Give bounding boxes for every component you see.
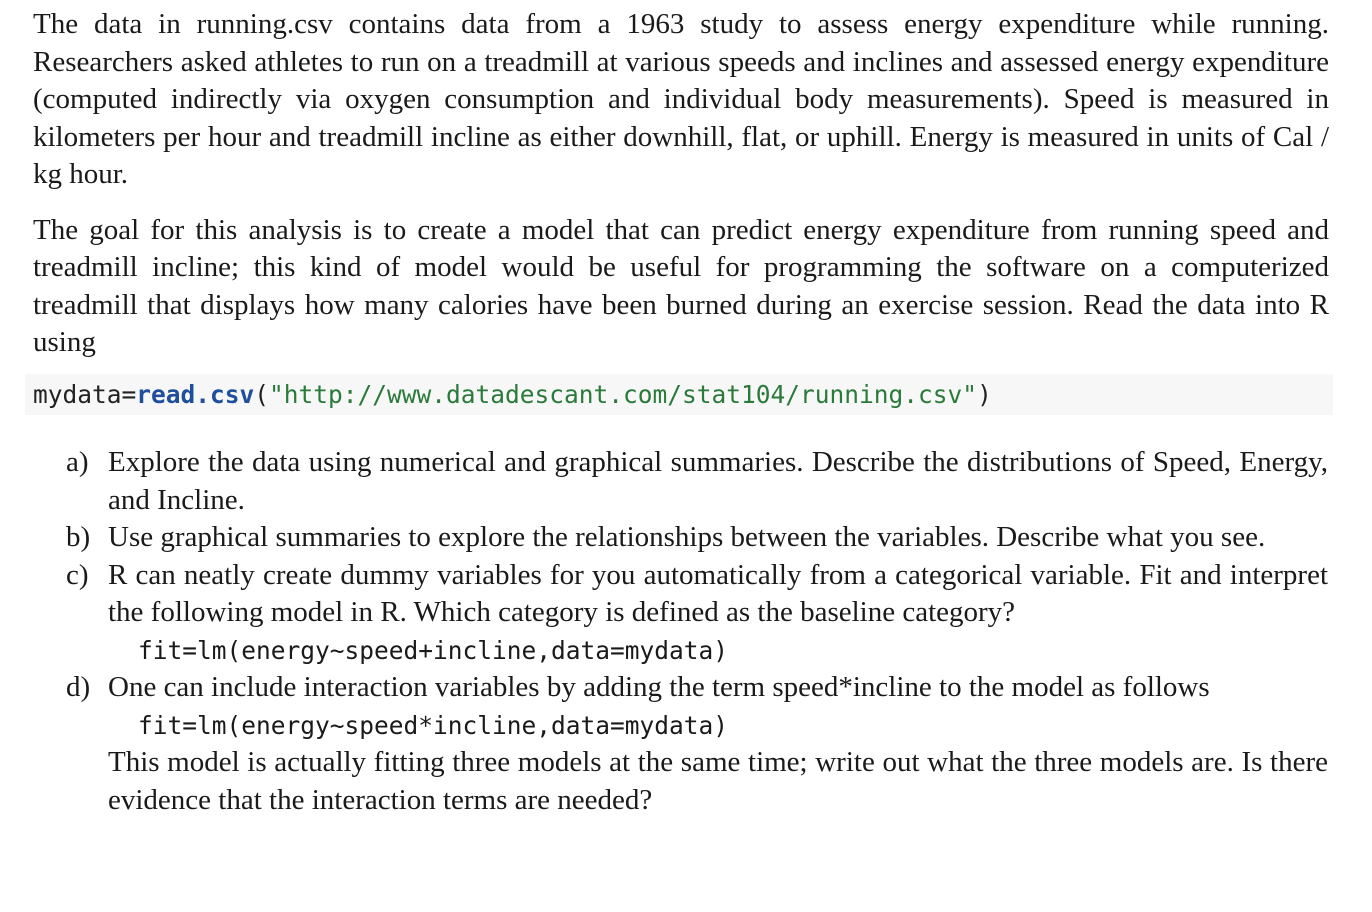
question-text: One can include interaction variables by adding the term speed*incline to the model as follows [108,671,1210,703]
code-url-string: "http://www.datadescant.com/stat104/running.csv" [269,380,978,409]
question-item-a [66,444,1328,519]
question-text: Use graphical summaries to explore the relationships between the variables. Describe what you see. [108,521,1266,553]
question-list [66,444,1328,819]
code-close-paren: ) [977,380,992,409]
question-item-b [66,519,1328,557]
read-data-code-block [25,374,1333,415]
question-code: fit=lm(energy~speed*incline,data=mydata) [138,710,729,740]
question-item-c [66,557,1328,670]
question-code: fit=lm(energy~speed+incline,data=mydata) [138,635,729,665]
code-function: read.csv [136,380,255,409]
question-text: Explore the data using numerical and graphical summaries. Describe the distributions of Speed, Energy, and Incline. [108,446,1328,516]
question-marker: d) [66,671,91,703]
intro-paragraph-1: The data in running.csv contains data from a 1963 study to assess energy expenditure while running. Researchers asked athletes to run on a treadmill at various speeds and inclines and assessed energy expenditure (computed indirectly via oxygen consumption and individual body measurements). Speed is measured in kilometers per hour and treadmill incline as either downhill, flat, or uphill. Energy is measured in units of Cal / kg hour. [33,8,1329,190]
question-text-after: This model is actually fitting three models at the same time; write out what the three models are. Is there evidence that the interaction terms are needed? [108,746,1328,816]
question-marker: c) [66,558,89,591]
intro-paragraph-2: The goal for this analysis is to create a model that can predict energy expenditure from running speed and treadmill incline; this kind of model would be useful for programming the software on a computerized treadmill that displays how many calories have been burned during an exercise session. Read the data into R using [33,213,1329,358]
question-item-d [66,669,1328,819]
question-marker: b) [66,521,91,553]
question-marker: a) [66,446,89,478]
code-assign: mydata= [33,380,137,409]
code-open-paren: ( [254,380,270,409]
question-text: R can neatly create dummy variables for you automatically from a categorical variable. Fit and interpret the following model in R. Which category is defined as the baseline category? [108,558,1328,628]
document-body [33,6,1329,362]
